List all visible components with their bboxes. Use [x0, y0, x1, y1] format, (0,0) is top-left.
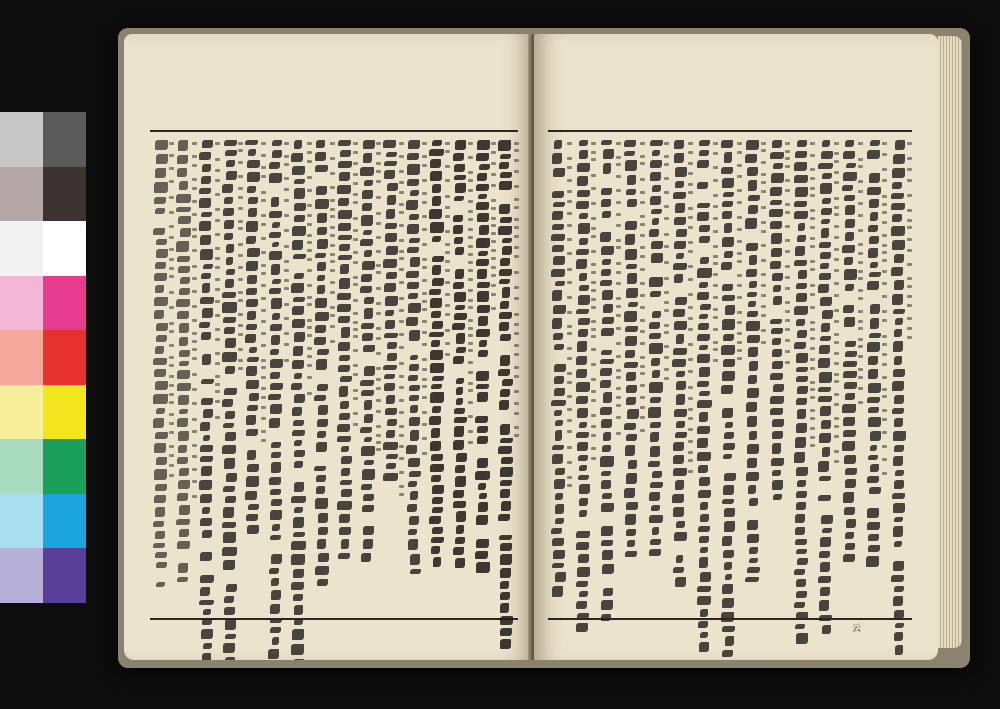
color-swatch — [43, 330, 86, 385]
text-column — [817, 140, 834, 610]
furigana-column — [907, 142, 912, 608]
text-column — [359, 140, 376, 610]
text-column — [198, 140, 215, 610]
text-column — [865, 140, 882, 610]
page-edges — [938, 36, 962, 648]
text-column — [382, 140, 399, 610]
text-column — [574, 140, 591, 610]
text-column — [244, 140, 261, 610]
text-column — [647, 140, 664, 610]
text-column — [175, 140, 192, 610]
left-page — [124, 34, 532, 660]
color-swatch — [0, 276, 43, 331]
furigana-column — [514, 142, 519, 608]
text-column — [623, 140, 640, 610]
color-swatch — [43, 112, 86, 167]
text-column — [744, 140, 761, 610]
furigana-column — [785, 142, 790, 608]
furigana-column — [330, 142, 335, 608]
text-column — [313, 140, 330, 610]
color-swatch — [43, 548, 86, 603]
color-swatch — [0, 167, 43, 222]
color-swatch — [0, 548, 43, 603]
text-column — [428, 140, 445, 610]
furigana-column — [688, 142, 693, 608]
furigana-column — [238, 142, 243, 608]
right-text-frame — [548, 130, 912, 620]
color-swatch — [43, 276, 86, 331]
page-folio: 云 — [852, 624, 862, 634]
furigana-column — [376, 142, 381, 608]
furigana-column — [858, 142, 863, 608]
color-swatch — [43, 385, 86, 440]
text-column — [720, 140, 737, 610]
text-column — [890, 140, 907, 610]
furigana-column — [491, 142, 496, 608]
furigana-column — [307, 142, 312, 608]
color-swatch — [43, 167, 86, 222]
furigana-column — [169, 142, 174, 608]
open-book — [118, 28, 970, 668]
left-text-frame — [150, 130, 518, 620]
furigana-column — [353, 142, 358, 608]
furigana-column — [761, 142, 766, 608]
color-swatch — [43, 439, 86, 494]
text-column — [696, 140, 713, 610]
text-column — [221, 140, 238, 610]
furigana-column — [640, 142, 645, 608]
text-column — [267, 140, 284, 610]
right-page — [534, 34, 938, 660]
text-column — [152, 140, 169, 610]
text-column — [474, 140, 491, 610]
furigana-column — [882, 142, 887, 608]
furigana-column — [834, 142, 839, 608]
text-column — [290, 140, 307, 610]
furigana-column — [810, 142, 815, 608]
furigana-column — [192, 142, 197, 608]
furigana-column — [215, 142, 220, 608]
furigana-column — [616, 142, 621, 608]
furigana-column — [713, 142, 718, 608]
text-column — [841, 140, 858, 610]
text-column — [768, 140, 785, 610]
color-swatch — [0, 330, 43, 385]
color-swatch — [0, 494, 43, 549]
furigana-column — [284, 142, 289, 608]
color-swatch — [0, 221, 43, 276]
text-column — [405, 140, 422, 610]
furigana-column — [567, 142, 572, 608]
text-column — [497, 140, 514, 610]
furigana-column — [468, 142, 473, 608]
color-swatch — [0, 385, 43, 440]
furigana-column — [445, 142, 450, 608]
text-column — [550, 140, 567, 610]
color-swatch — [0, 112, 43, 167]
furigana-column — [664, 142, 669, 608]
color-swatch — [43, 221, 86, 276]
text-column — [793, 140, 810, 610]
color-swatch — [43, 494, 86, 549]
color-calibration-strip — [0, 112, 86, 602]
furigana-column — [737, 142, 742, 608]
text-column — [336, 140, 353, 610]
furigana-column — [591, 142, 596, 608]
furigana-column — [399, 142, 404, 608]
text-column — [599, 140, 616, 610]
text-column — [451, 140, 468, 610]
furigana-column — [422, 142, 427, 608]
text-column — [671, 140, 688, 610]
furigana-column — [261, 142, 266, 608]
color-swatch — [0, 439, 43, 494]
